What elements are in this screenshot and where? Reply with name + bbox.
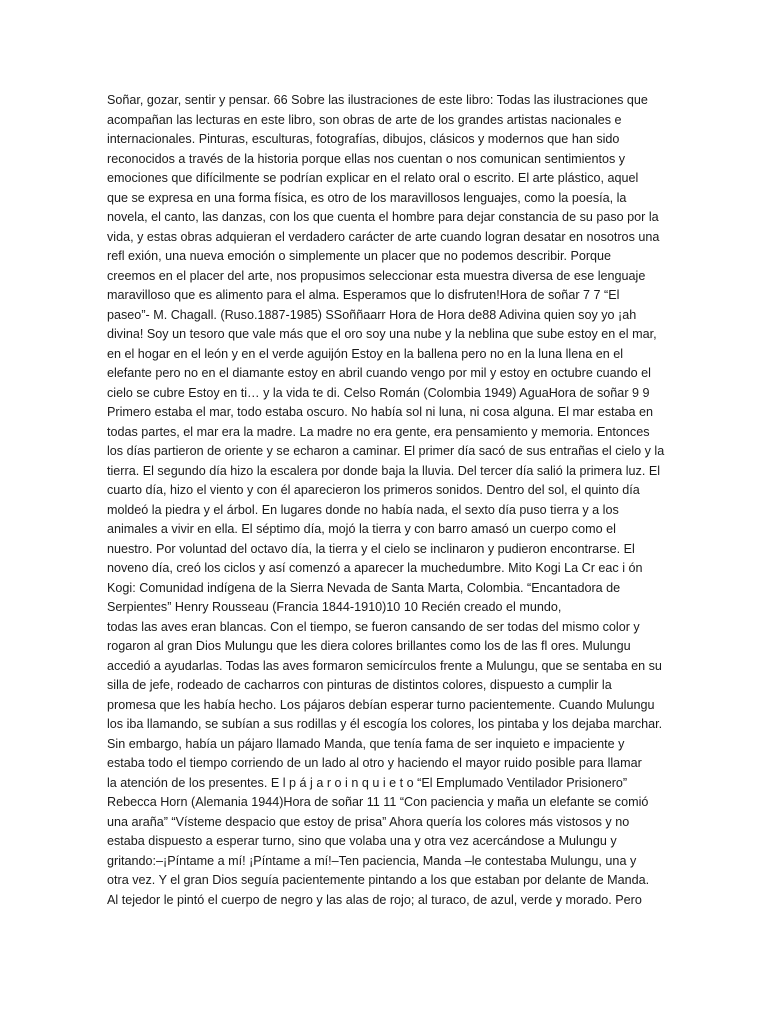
text-line: emociones que difícilmente se podrían explicar en el relato oral o escrito. El arte plástico, aquel [107,171,639,185]
text-line: novela, el canto, las danzas, con los que cuenta el hombre para dejar constancia de su paso por la [107,210,659,224]
text-line: Primero estaba el mar, todo estaba oscuro. No había sol ni luna, ni cosa alguna. El mar estaba en [107,405,654,419]
text-line: cielo se cubre Estoy en ti… y la vida te di. Celso Román (Colombia 1949) AguaHora de soñar 9 9 [107,385,650,400]
text-line: Kogi: Comunidad indígena de la Sierra Nevada de Santa Marta, Colombia. “Encantadora de [107,580,621,595]
text-line: Al tejedor le pintó el cuerpo de negro y las alas de rojo; al turaco, de azul, verde y morado. Pero [107,892,642,907]
text-line: reconocidos a través de la historia porque ellas nos cuentan o nos comunican sentimientos y [107,151,626,166]
text-line: vida, y estas obras adquieran el verdadero carácter de arte cuando logran desatar en nosotros una [107,229,660,244]
text-line: que se expresa en una forma física, es otro de los maravillosos lenguajes, como la poesía, la [107,190,627,205]
body-text [107,91,667,910]
text-line: creemos en el placer del arte, nos propusimos seleccionar esta muestra diversa de ese lenguaje [107,268,646,283]
text-line: Serpientes” Henry Rousseau (Francia 1844-1910)10 10 Recién creado el mundo, [107,600,562,614]
text-line: gritando:–¡Píntame a mí! ¡Píntame a mí!–Ten paciencia, Manda –le contestaba Mulungu, una y [107,853,637,868]
text-line: tierra. El segundo día hizo la escalera por donde baja la lluvia. Del tercer día salió la primera luz. El [107,463,661,478]
text-line: todas las aves eran blancas. Con el tiempo, se fueron cansando de ser todas del mismo color y [107,619,640,634]
text-line: noveno día, creó los ciclos y así comenzó a aparecer la muchedumbre. Mito Kogi La Cr eac i ón [107,561,643,575]
text-line: accedió a ayudarlas. Todas las aves formaron semicírculos frente a Mulungu, que se sentaba en su [107,658,662,673]
text-line: estaba todo el tiempo corriendo de un lado al otro y haciendo el mayor ruido posible para llamar [107,756,642,770]
text-line: cuarto día, hizo el viento y con él aparecieron los primeros sonidos. Dentro del sol, el quinto día [107,483,640,497]
text-line: maravilloso que es alimento para el alma. Esperamos que lo disfruten!Hora de soñar 7 7 “El [107,288,620,302]
text-line: nuestro. Por voluntad del octavo día, la tierra y el cielo se inclinaron y pudieron encontrarse. El [107,541,635,556]
text-line: Rebecca Horn (Alemania 1944)Hora de soñar 11 11 “Con paciencia y maña un elefante se comió [107,795,649,809]
text-line: silla de jefe, rodeado de cacharros con pinturas de distintos colores, dispuesto a cumplir la [107,678,612,692]
text-line: refl exión, una nueva emoción o simplemente un placer que no podemos describir. Porque [107,249,612,263]
text-line: los iba llamando, se subían a sus rodillas y él escogía los colores, los pintaba y los dejaba marchar. [107,717,663,731]
text-line: la atención de los presentes. E l p á j a r o i n q u i e t o “El Emplumado Ventilador Prisionero” [107,775,628,790]
text-line: Soñar, gozar, sentir y pensar. 66 Sobre las ilustraciones de este libro: Todas las ilustraciones que [107,93,648,107]
text-line: promesa que les había hecho. Los pájaros debían esperar turno pacientemente. Cuando Mulungu [107,697,655,712]
text-line: una araña” “Vísteme despacio que estoy de prisa” Ahora quería los colores más vistosos y no [107,814,630,829]
text-line: todas partes, el mar era la madre. La madre no era gente, era pensamiento y memoria. Entonces [107,424,650,439]
text-line: en el hogar en el león y en el verde aguijón Estoy en la ballena pero no en la luna llena en el [107,346,624,361]
text-line: internacionales. Pinturas, esculturas, fotografías, dibujos, clásicos y modernos que han sido [107,132,620,146]
text-line: otra vez. Y el gran Dios seguía pacientemente pintando a los que estaban por delante de Manda. [107,873,650,887]
text-line: paseo”- M. Chagall. (Ruso.1887-1985) SSoññaarr Hora de Hora de88 Adivina quien soy yo ¡ah [107,307,637,322]
text-line: divina! Soy un tesoro que vale más que el oro soy una nube y la neblina que sube estoy en el mar, [107,327,657,341]
text-line: animales a vivir en ella. El séptimo día, mojó la tierra y con barro amasó un cuerpo como el [107,522,616,536]
text-line: moldeó la piedra y el árbol. En lugares donde no había nada, el sexto día puso tierra y a los [107,502,619,517]
text-line: estaba dispuesto a esperar turno, sino que volaba una y otra vez acercándose a Mulungu y [107,834,617,848]
text-line: elefante pero no en el diamante estoy en abril cuando vengo por mil y estoy en octubre cuando el [107,366,651,380]
text-line: acompañan las lecturas en este libro, son obras de arte de los grandes artistas nacionales e [107,112,622,127]
text-line: los días partieron de oriente y se echaron a caminar. El primer día sacó de sus entrañas el cielo y la [107,444,665,458]
text-line: Sin embargo, había un pájaro llamado Manda, que tenía fama de ser inquieto e impaciente y [107,736,625,751]
text-line: rogaron al gran Dios Mulungu que les diera colores brillantes como los de las fl ores. Mulungu [107,639,631,653]
